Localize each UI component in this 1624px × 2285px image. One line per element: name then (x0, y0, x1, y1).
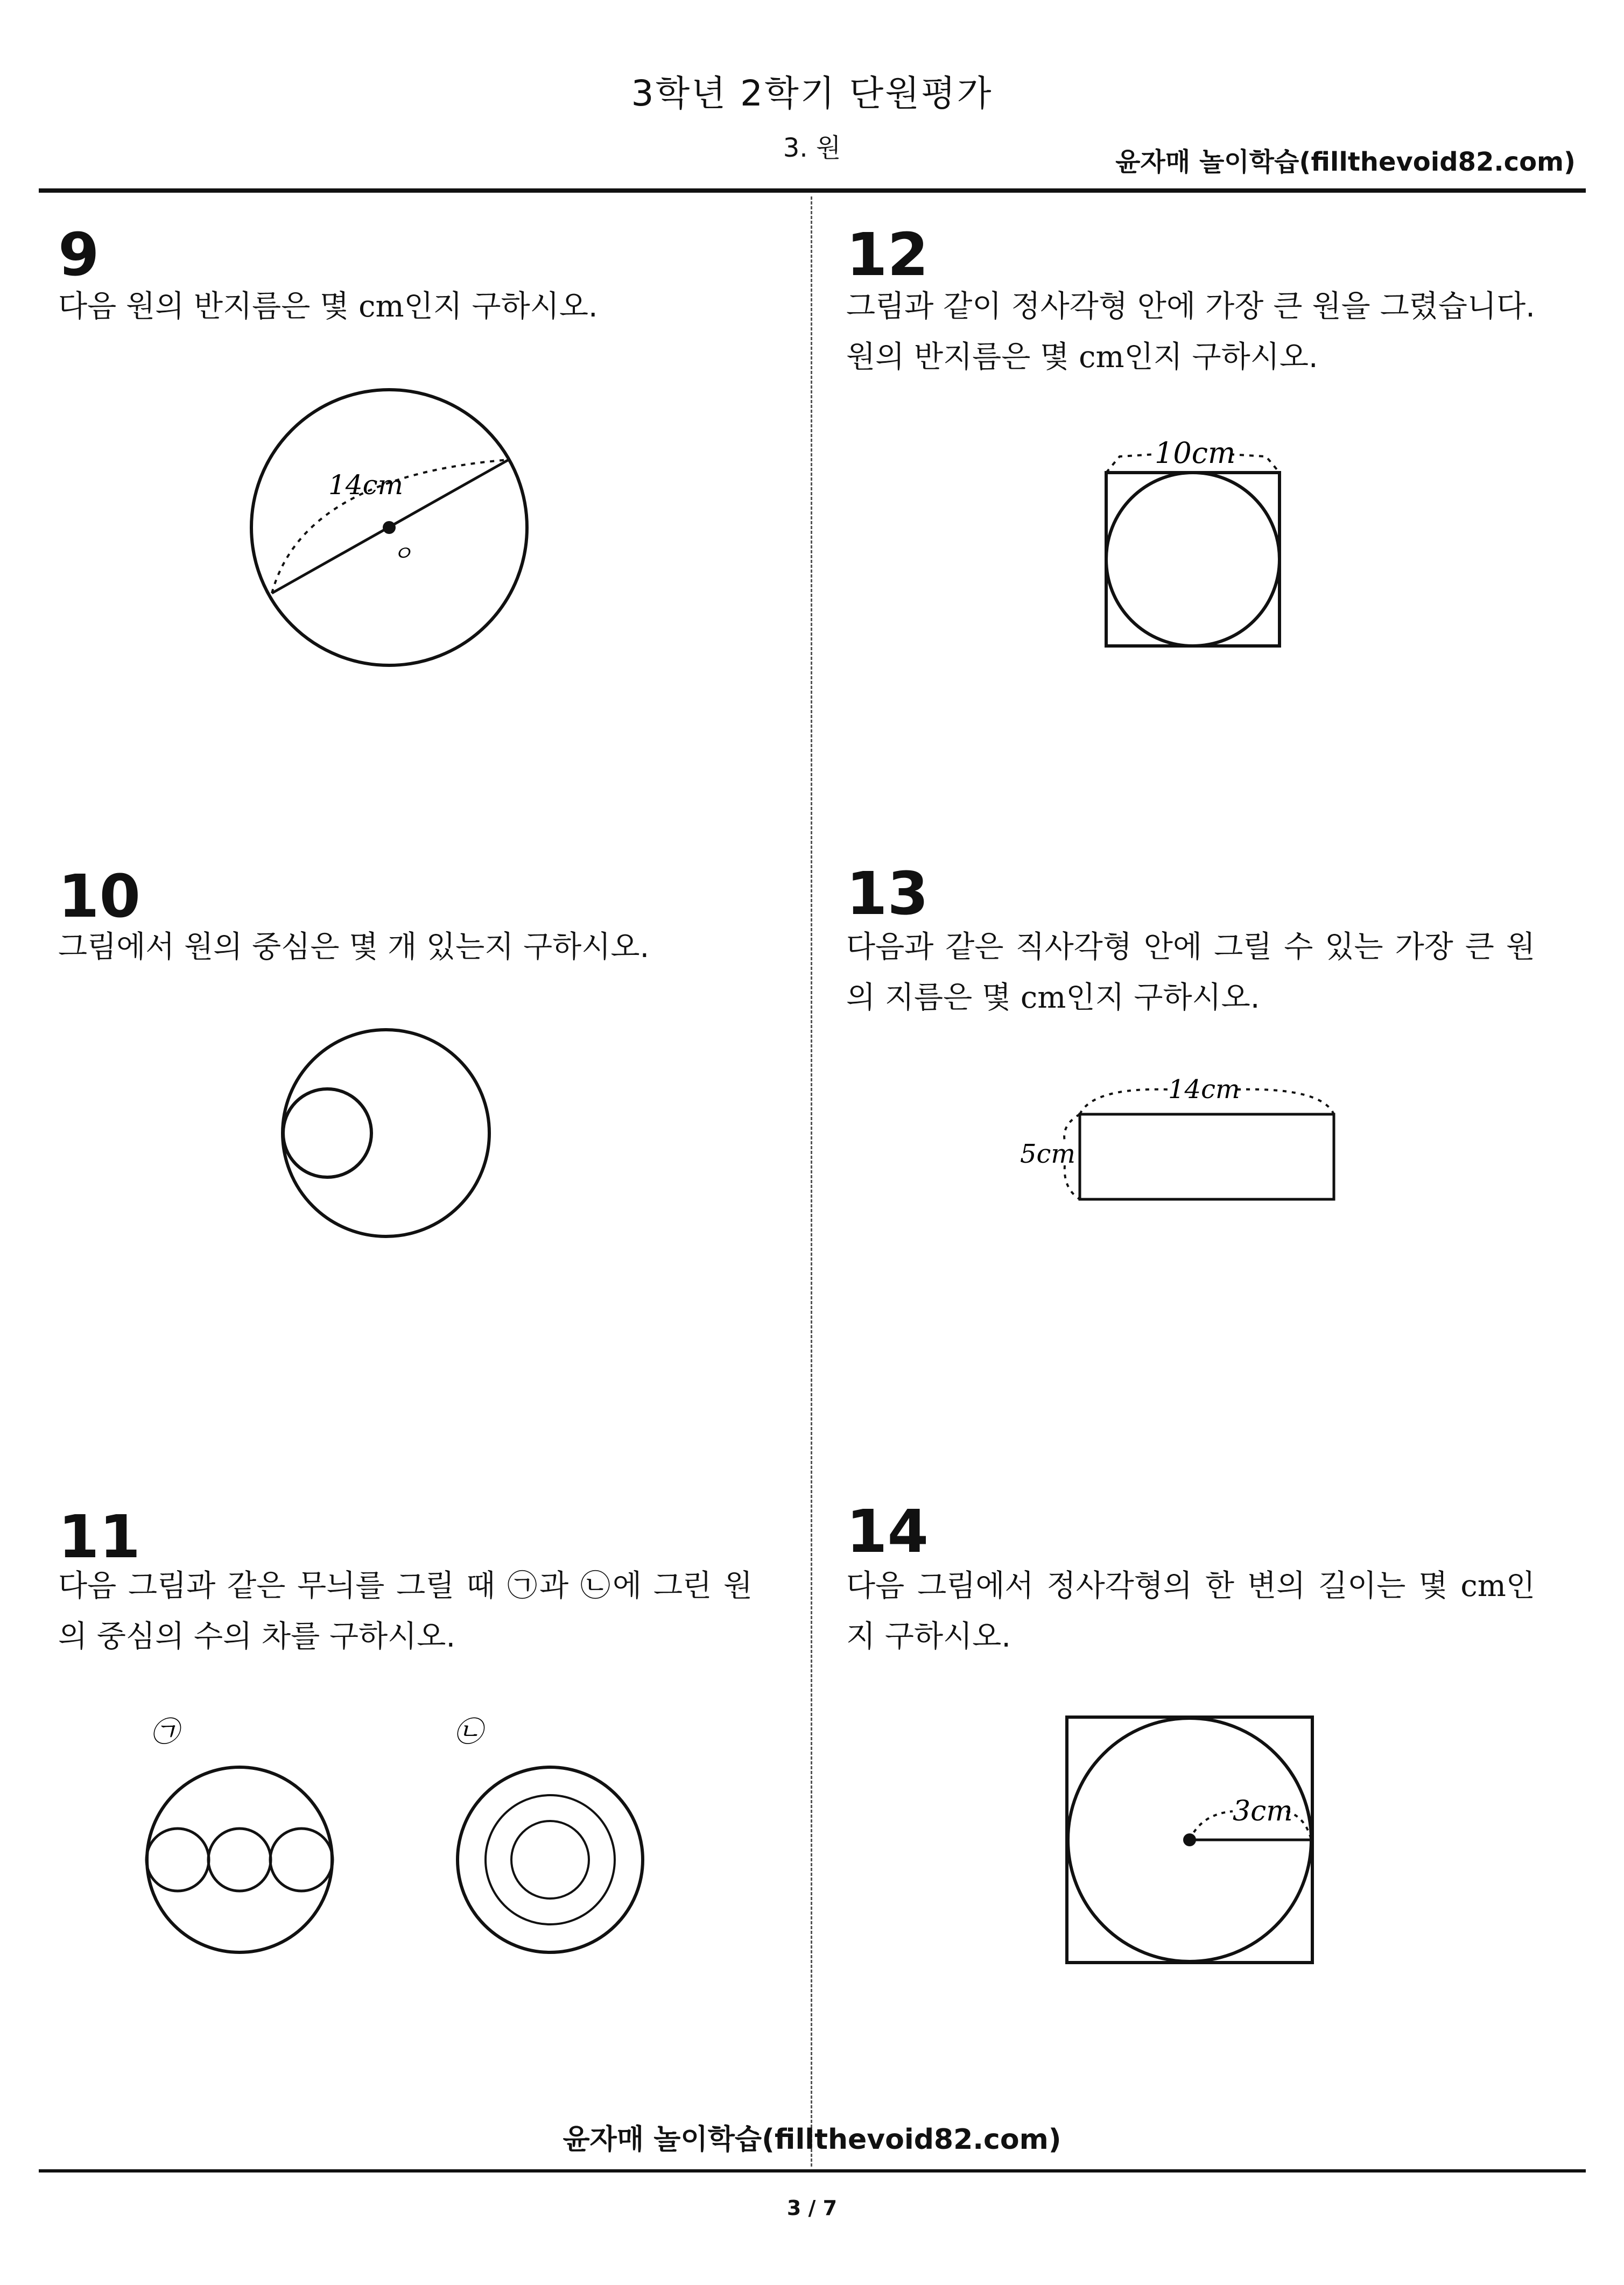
question-14-text: 다음 그림에서 정사각형의 한 변의 길이는 몇 cm인지 구하시오. (846, 1569, 1535, 1654)
unit-subtitle: 3. 원 (783, 133, 841, 163)
footer-rule (39, 2169, 1586, 2172)
question-10-number: 10 (58, 862, 141, 931)
column-divider (811, 196, 812, 2167)
q11-label-a: ㉠ (151, 1716, 179, 1748)
question-11-number: 11 (58, 1502, 141, 1571)
question-9-figure (237, 377, 538, 678)
question-9-text: 다음 원의 반지름은 몇 cm인지 구하시오. (58, 289, 598, 324)
q13-height-label: 5cm (1020, 1139, 1075, 1169)
question-12-figure (1098, 431, 1292, 657)
question-11-text: 다음 그림과 같은 무늬를 그릴 때 ㉠과 ㉡에 그린 원의 중심의 수의 차를 구하시오. (58, 1569, 753, 1654)
q12-length-label: 10cm (1155, 436, 1236, 470)
question-12-text: 그림과 같이 정사각형 안에 가장 큰 원을 그렸습니다. 원의 반지름은 몇 cm인지 구하시오. (846, 289, 1535, 375)
brand-header: 윤자매 놀이학습(fillthevoid82.com) (1115, 147, 1576, 177)
question-13-number: 13 (846, 859, 929, 928)
question-14-figure (1060, 1712, 1319, 1965)
question-10-figure (275, 1023, 501, 1249)
q13-width-label: 14cm (1168, 1074, 1240, 1105)
brand-footer: 윤자매 놀이학습(fillthevoid82.com) (563, 2124, 1061, 2156)
question-13-text: 다음과 같은 직사각형 안에 그릴 수 있는 가장 큰 원의 지름은 몇 cm인지 구하시오. (846, 930, 1535, 1015)
question-9-number: 9 (58, 220, 100, 289)
question-13-figure (1012, 1066, 1346, 1211)
question-12-number: 12 (846, 220, 929, 289)
page-title: 3학년 2학기 단원평가 (631, 73, 993, 114)
q11-label-b: ㉡ (454, 1716, 483, 1748)
question-11-figure (140, 1712, 635, 1965)
question-10-text: 그림에서 원의 중심은 몇 개 있는지 구하시오. (58, 930, 650, 965)
q9-center-label: ㅇ (392, 542, 413, 566)
page-number: 3 / 7 (786, 2196, 838, 2220)
q14-radius-label: 3cm (1233, 1795, 1293, 1827)
header-rule (39, 188, 1586, 193)
question-14-number: 14 (846, 1497, 929, 1566)
q9-length-label: 14cm (328, 469, 404, 501)
